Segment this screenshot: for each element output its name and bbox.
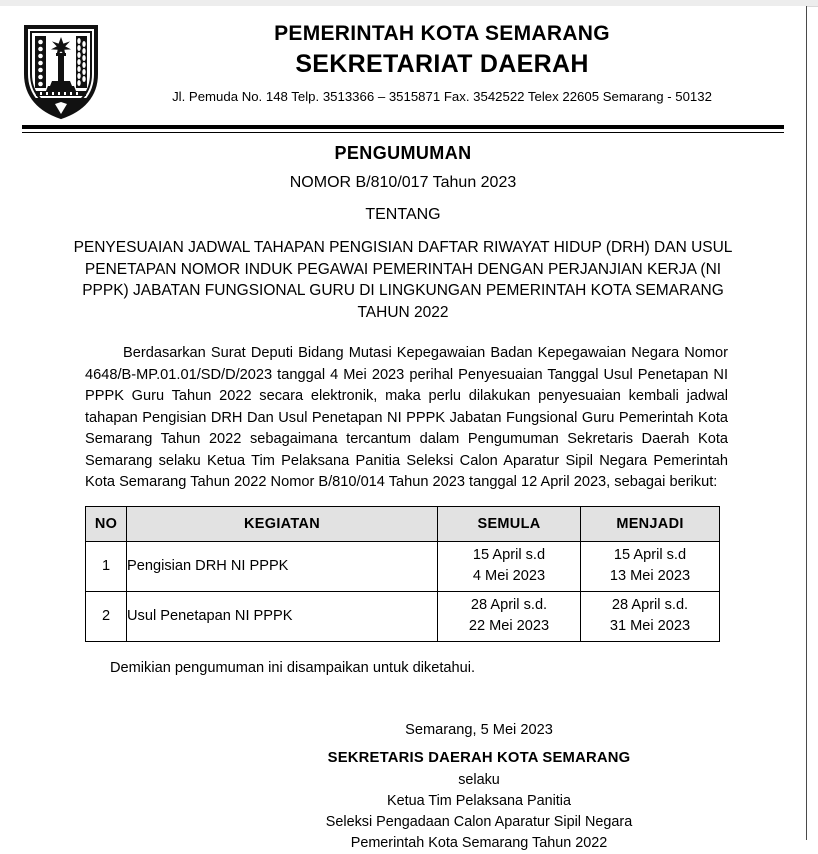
page-right-edge (806, 6, 807, 840)
signatory-role-selaku: selaku (458, 771, 500, 788)
signatory-role-line4: Pemerintah Kota Semarang Tahun 2022 (350, 834, 608, 851)
cell-kegiatan: Pengisian DRH NI PPPK (127, 541, 438, 591)
signatory-title: SEKRETARIS DAERAH KOTA SEMARANG (327, 749, 631, 766)
menjadi-date-from: 15 April s.d (613, 547, 687, 563)
semula-date-from: 28 April s.d. (470, 597, 548, 613)
menjadi-date-to: 31 Mei 2023 (609, 618, 691, 634)
document-subject: PENYESUAIAN JADWAL TAHAPAN PENGISIAN DAFTAR RIWAYAT HIDUP (DRH) DAN USUL PENETAPAN NOMOR INDUK PEGAWAI PEMERINTAH DENGAN PERJANJIAN KERJA (NI PPPK) JABATAN FUNGSIONAL GURU DI LINGKUNGAN PEMERINTAH KOTA SEMARANG TAHUN 2022 (73, 239, 733, 321)
cell-no: 2 (86, 591, 127, 641)
signature-inner (264, 719, 694, 854)
document-number: NOMOR B/810/017 Tahun 2023 (289, 174, 517, 191)
document-sheet (0, 6, 806, 851)
body-section (0, 343, 806, 494)
semarang-coat-of-arms-icon (22, 24, 100, 120)
cell-semula (438, 591, 581, 641)
semula-date-to: 22 Mei 2023 (468, 618, 550, 634)
semula-date-to: 4 Mei 2023 (472, 568, 546, 584)
signature-place-date: Semarang, 5 Mei 2023 (405, 721, 553, 738)
cell-menjadi (581, 541, 720, 591)
letterhead-text (0, 20, 806, 108)
document-type-heading: PENGUMUMAN (334, 143, 472, 163)
table-header-row (86, 506, 720, 541)
title-block (0, 140, 806, 323)
header-rule-thick (22, 125, 784, 129)
schedule-table-wrapper (0, 506, 806, 642)
about-label: TENTANG (365, 206, 441, 223)
body-paragraph: Berdasarkan Surat Deputi Bidang Mutasi Kepegawaian Badan Kepegawaian Negara Nomor 4648/B-MP.01.01/SD/D/2023 tanggal 4 Mei 2023 perihal Penyesuaian Tanggal Usul Penetapan NI PPPK Guru Tahun 2022 secara elektronik, maka perlu dilakukan penyesuaian kembali jadwal tahapan Pengisian DRH Dan Usul Penetapan NI PPPK Jabatan Fungsional Guru Pemerintah Kota Semarang Tahun 2022 sebagaimana tercantum dalam Pengumuman Sekretaris Daerah Kota Semarang selaku Ketua Tim Pelaksana Panitia Seleksi Calon Aparatur Sipil Negara Pemerintah Kota Semarang Tahun 2022 Nomor B/810/014 Tahun 2023 tanggal 12 April 2023, sebagai berikut: (85, 345, 728, 490)
header-rule-thin (22, 132, 784, 133)
signatory-role-line3: Seleksi Pengadaan Calon Aparatur Sipil Negara (325, 813, 633, 830)
table-row (86, 591, 720, 641)
column-header-semula: SEMULA (438, 506, 581, 541)
government-name: PEMERINTAH KOTA SEMARANG (274, 22, 610, 45)
schedule-table (85, 506, 720, 642)
column-header-menjadi: MENJADI (581, 506, 720, 541)
column-header-kegiatan: KEGIATAN (127, 506, 438, 541)
menjadi-date-from: 28 April s.d. (611, 597, 689, 613)
office-address: Jl. Pemuda No. 148 Telp. 3513366 – 3515871 Fax. 3542522 Telex 22605 Semarang - 50132 (172, 89, 712, 104)
cell-semula (438, 541, 581, 591)
closing-statement: Demikian pengumuman ini disampaikan untuk diketahui. (110, 659, 476, 676)
table-row (86, 541, 720, 591)
letterhead (0, 6, 806, 110)
signature-block (0, 719, 806, 854)
menjadi-date-to: 13 Mei 2023 (609, 568, 691, 584)
cell-menjadi (581, 591, 720, 641)
semula-date-from: 15 April s.d (472, 547, 546, 563)
signatory-role-line2: Ketua Tim Pelaksana Panitia (387, 792, 571, 809)
cell-no: 1 (86, 541, 127, 591)
cell-kegiatan: Usul Penetapan NI PPPK (127, 591, 438, 641)
column-header-no: NO (86, 506, 127, 541)
office-name: SEKRETARIAT DAERAH (295, 50, 589, 78)
